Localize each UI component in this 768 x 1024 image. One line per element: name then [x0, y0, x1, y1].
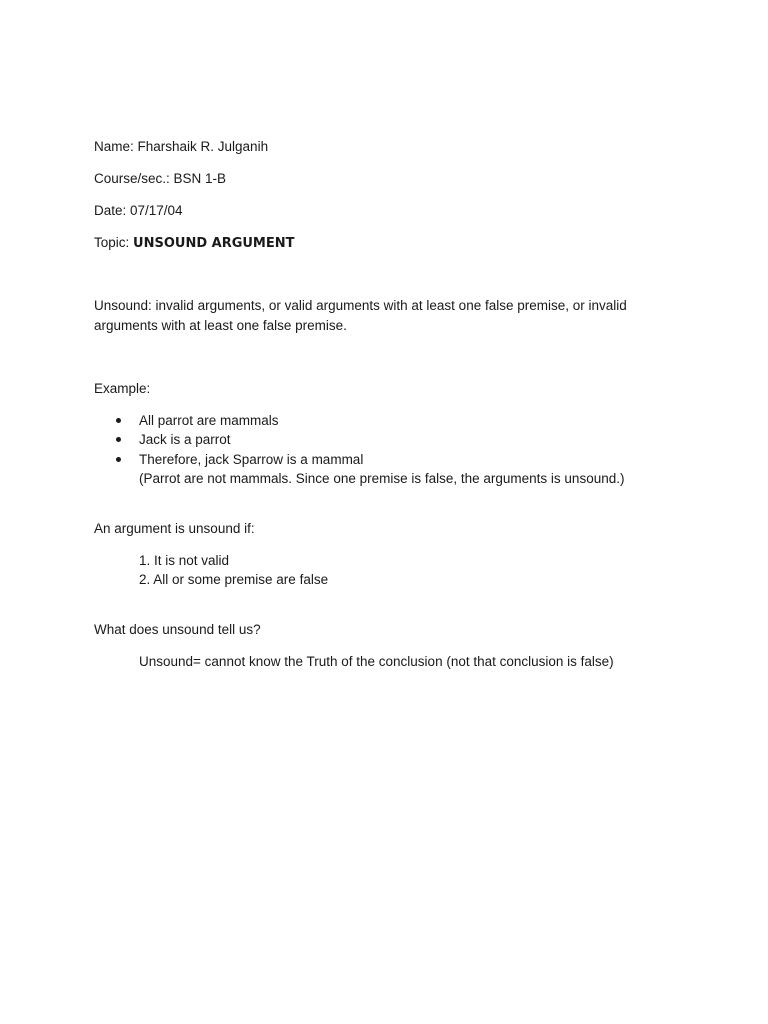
- student-name: Name: Fharshaik R. Julganih: [94, 139, 269, 154]
- list-item: All parrot are mammals: [94, 411, 363, 430]
- example-bullet-list: [94, 411, 363, 469]
- conditions-list: [139, 551, 328, 590]
- example-heading: Example:: [94, 381, 151, 396]
- definition-paragraph: Unsound: invalid arguments, or valid arguments with at least one false premise, or invalid arguments with at least one false premise.: [94, 298, 627, 333]
- topic: [94, 233, 295, 253]
- bullet-icon: [116, 418, 121, 423]
- conditions-heading: An argument is unsound if:: [94, 521, 255, 536]
- list-item: 1. It is not valid: [139, 553, 230, 568]
- bullet-icon: [116, 437, 121, 442]
- list-item: Jack is a parrot: [94, 430, 363, 449]
- list-item: Therefore, jack Sparrow is a mammal: [94, 450, 363, 469]
- topic-label: Topic:: [94, 235, 134, 250]
- course-section: Course/sec.: BSN 1-B: [94, 171, 227, 186]
- date: Date: 07/17/04: [94, 203, 183, 218]
- list-item: 2. All or some premise are false: [139, 572, 329, 588]
- meaning-answer: Unsound= cannot know the Truth of the conclusion (not that conclusion is false): [139, 654, 614, 669]
- topic-value: UNSOUND ARGUMENT: [133, 236, 295, 251]
- example-note: (Parrot are not mammals. Since one premise is false, the arguments is unsound.): [139, 471, 625, 486]
- bullet-icon: [116, 457, 121, 462]
- meaning-question: What does unsound tell us?: [94, 622, 261, 637]
